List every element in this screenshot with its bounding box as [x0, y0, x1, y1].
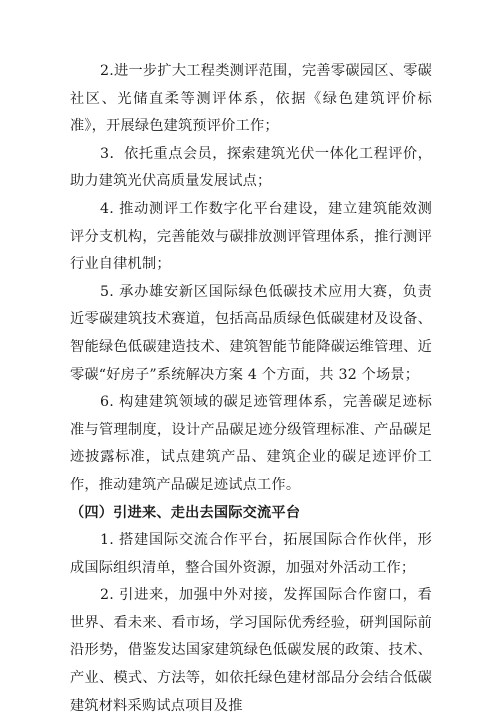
document-body: [70, 58, 432, 720]
paragraph-intl-1: 1. 搭建国际交流合作平台，拓展国际合作伙伴，形成国际组织清单，整合国外资源，加强对外活动工作；: [70, 532, 432, 576]
section-heading: （四）引进来、走出去国际交流平台: [70, 504, 301, 521]
paragraph-item-5: 5. 承办雄安新区国际绿色低碳技术应用大赛，负责近零碳建筑技术赛道，包括高品质绿色低碳建材及设备、智能绿色低碳建造技术、建筑智能节能降碳运维管理、近零碳“好房子”系统解决方案 4 个方面，共 32 个场景；: [70, 283, 432, 383]
paragraph-item-4: 4. 推动测评工作数字化平台建设，建立建筑能效测评分支机构，完善能效与碳排放测评管理体系，推行测评行业自律机制；: [70, 200, 432, 273]
paragraph-item-3: 3．依托重点会员，探索建筑光伏一体化工程评价，助力建筑光伏高质量发展试点；: [70, 145, 432, 190]
paragraph-item-2: 2.进一步扩大工程类测评范围，完善零碳园区、零碳社区、光储直柔等测评体系，依据《绿色建筑评价标准》，开展绿色建筑预评价工作；: [70, 63, 432, 135]
paragraph-intl-2: 2. 引进来，加强中外对接，发挥国际合作窗口，看世界、看未来、看市场，学习国际优秀经验，研判国际前沿形势，借鉴发达国家建筑绿色低碳发展的政策、技术、产业、模式、方法等，如依托绿色建材部品分会结合低碳建筑材料采购试点项目及推: [70, 587, 432, 714]
paragraph-item-6: 6. 构建建筑领域的碳足迹管理体系，完善碳足迹标准与管理制度，设计产品碳足迹分级管理标准、产品碳足迹披露标准，试点建筑产品、建筑企业的碳足迹评价工作，推动建筑产品碳足迹试点工作。: [70, 394, 432, 493]
